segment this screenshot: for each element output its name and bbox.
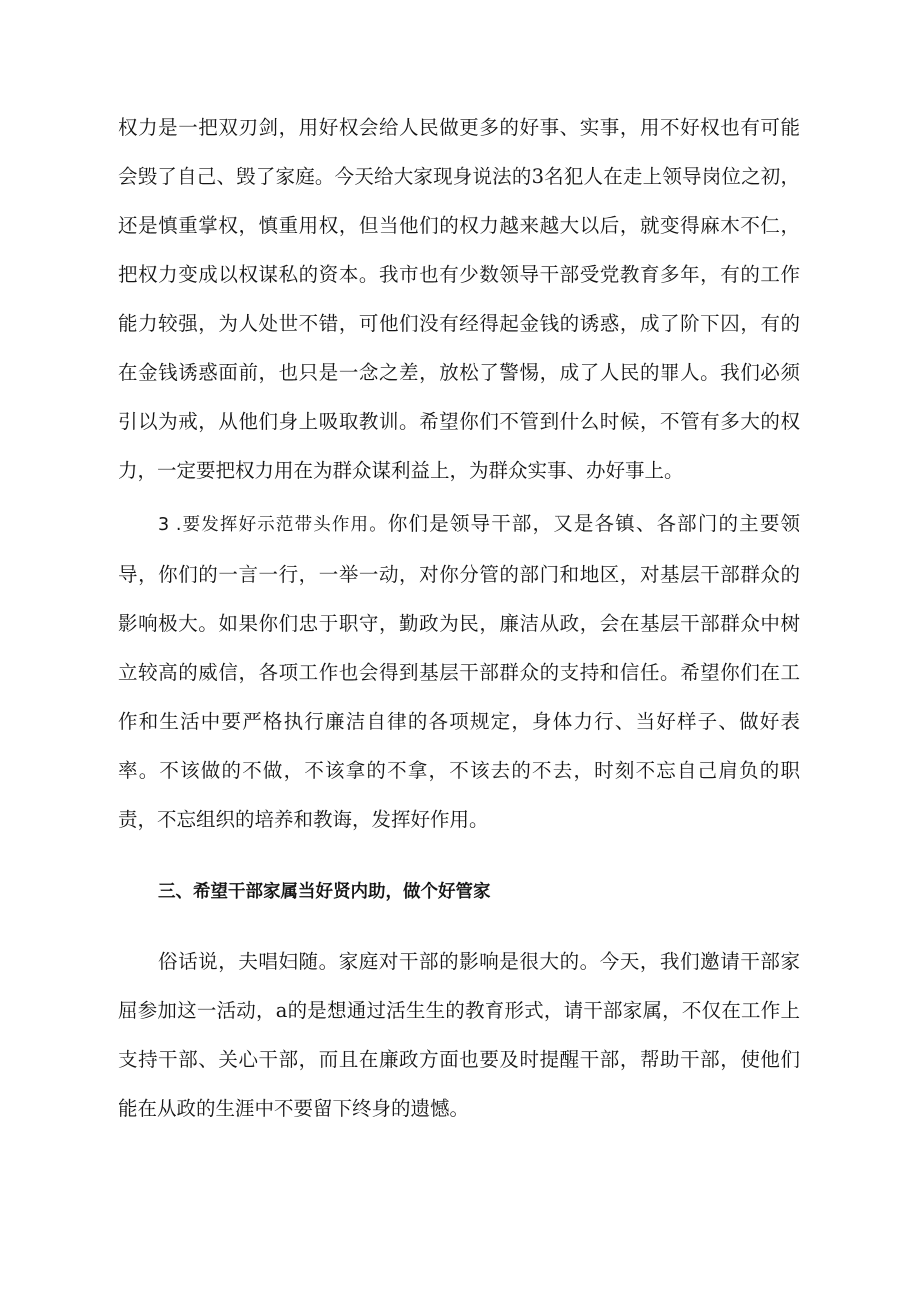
paragraph-lead-by-example-body: 你们是领导干部，又是各镇、各部门的主要领导，你们的一言一行，一举一动，对你分管的部门和地区，对基层干部群众的影响极大。如果你们忠于职守，勤政为民，廉洁从政，会在基层干部群众中树立较高的威信，各项工作也会得到基层干部群众的支持和信任。希望你们在工作和生活中要严格执行廉洁自律的各项规定，身体力行、当好样子、做好表率。不该做的不做，不该拿的不拿，不该去的不去，时刻不忘自己肩负的职责，不忘组织的培养和教诲，发挥好作用。 [118, 512, 800, 831]
paragraph-lead-in-heading: 3 .要发挥好示范带头作用。 [158, 515, 388, 535]
paragraph-family-influence: 俗话说，夫唱妇随。家庭对干部的影响是很大的。今天，我们邀请干部家屈参加这一活动，a的是想通过活生生的教育形式，请干部家属，不仅在工作上支持干部、关心干部，而且在廉政方面也要及时提醒干部，帮助干部，使他们能在从政的生涯中不要留下终身的遗憾。 [118, 950, 800, 1120]
section-heading-family: 三、希望干部家属当好贤内助，做个好管家 [158, 882, 491, 902]
paragraph-power-double-edged-sword: 权力是一把双刃剑，用好权会给人民做更多的好事、实事，用不好权也有可能会毁了自己、毁了家庭。今天给大家现身说法的3名犯人在走上领导岗位之初，还是慎重掌权，慎重用权，但当他们的权力越来越大以后，就变得麻木不仁，把权力变成以权谋私的资本。我市也有少数领导干部受党教育多年，有的工作能力较强，为人处世不错，可他们没有经得起金钱的诱惑，成了阶下囚，有的在金钱诱惑面前，也只是一念之差，放松了警惕，成了人民的罪人。我们必须引以为戒，从他们身上吸取教训。希望你们不管到什么时候，不管有多大的权力，一定要把权力用在为群众谋利益上，为群众实事、办好事上。 [118, 116, 800, 482]
document-body [118, 103, 800, 1133]
paragraph-lead-by-example [118, 499, 800, 844]
